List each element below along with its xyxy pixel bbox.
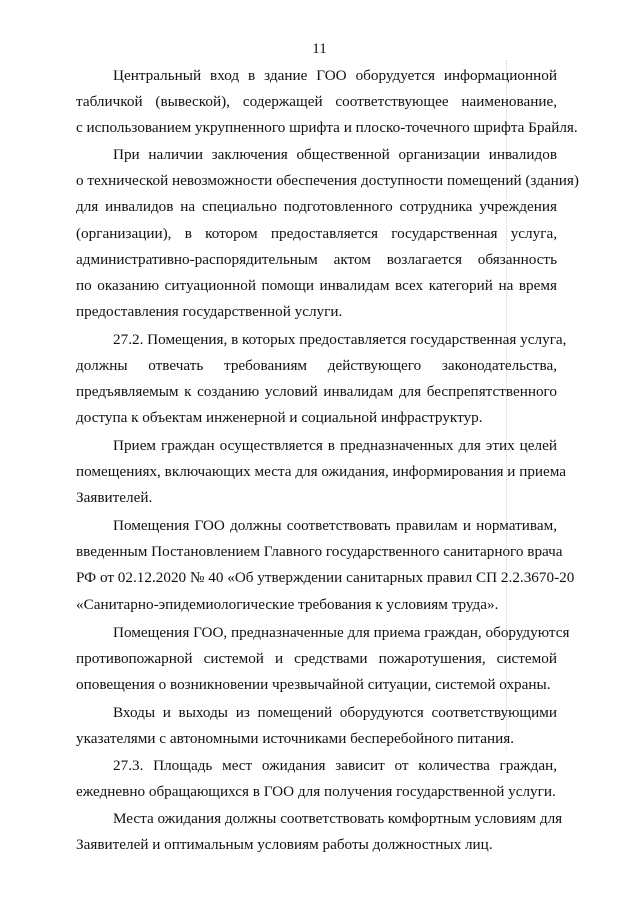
paragraph-line: предоставления государственной услуги. [76, 303, 343, 320]
paragraph-line: Помещения ГОО должны соответствовать правилам и нормативам, [113, 517, 557, 534]
paragraph-line: Заявителей и оптимальным условиям работы должностных лиц. [76, 836, 493, 853]
paragraph-line: для инвалидов на специально подготовленного сотрудника учреждения [76, 198, 557, 215]
paragraph-line: должны отвечать требованиям действующего законодательства, [76, 357, 557, 374]
paragraph-line: (организации), в котором предоставляется государственная услуга, [76, 225, 557, 242]
paragraph-line: указателями с автономными источниками бесперебойного питания. [76, 730, 515, 747]
paragraph-line: оповещения о возникновении чрезвычайной ситуации, системой охраны. [76, 676, 551, 693]
paragraph-line: РФ от 02.12.2020 № 40 «Об утверждении санитарных правил СП 2.2.3670-20 [76, 569, 575, 586]
paragraph-line: доступа к объектам инженерной и социальной инфраструктур. [76, 409, 483, 426]
paragraph-line: табличкой (вывеской), содержащей соответствующее наименование, [76, 93, 557, 110]
page-number: 11 [312, 41, 327, 57]
paragraph-line: Прием граждан осуществляется в предназначенных для этих целей [113, 437, 557, 454]
paragraph-line: 27.2. Помещения, в которых предоставляется государственная услуга, [113, 331, 567, 348]
paragraph-line: с использованием укрупненного шрифта и плоско-точечного шрифта Брайля. [76, 119, 578, 136]
paragraph-line: При наличии заключения общественной организации инвалидов [113, 146, 557, 163]
paragraph-line: Центральный вход в здание ГОО оборудуется информационной [113, 67, 557, 84]
paragraph-line: ежедневно обращающихся в ГОО для получения государственной услуги. [76, 783, 556, 800]
paragraph-line: о технической невозможности обеспечения доступности помещений (здания) [76, 172, 579, 189]
paragraph-line: предъявляемым к созданию условий инвалидам для беспрепятственного [76, 383, 557, 400]
paragraph-line: административно-распорядительным актом возлагается обязанность [76, 251, 557, 268]
paragraph-line: Места ожидания должны соответствовать комфортным условиям для [113, 810, 563, 827]
paragraph-line: «Санитарно-эпидемиологические требования к условиям труда». [76, 596, 499, 613]
paragraph-line: 27.3. Площадь мест ожидания зависит от количества граждан, [113, 757, 557, 774]
paragraph-line: Помещения ГОО, предназначенные для приема граждан, оборудуются [113, 624, 570, 641]
paragraph-line: по оказанию ситуационной помощи инвалидам всех категорий на время [76, 277, 557, 294]
paragraph-line: Заявителей. [76, 489, 153, 506]
paragraph-line: помещениях, включающих места для ожидания, информирования и приема [76, 463, 567, 480]
paragraph-line: противопожарной системой и средствами пожаротушения, системой [76, 650, 557, 667]
paragraph-line: введенным Постановлением Главного государственного санитарного врача [76, 543, 563, 560]
paragraph-line: Входы и выходы из помещений оборудуются соответствующими [113, 704, 557, 721]
